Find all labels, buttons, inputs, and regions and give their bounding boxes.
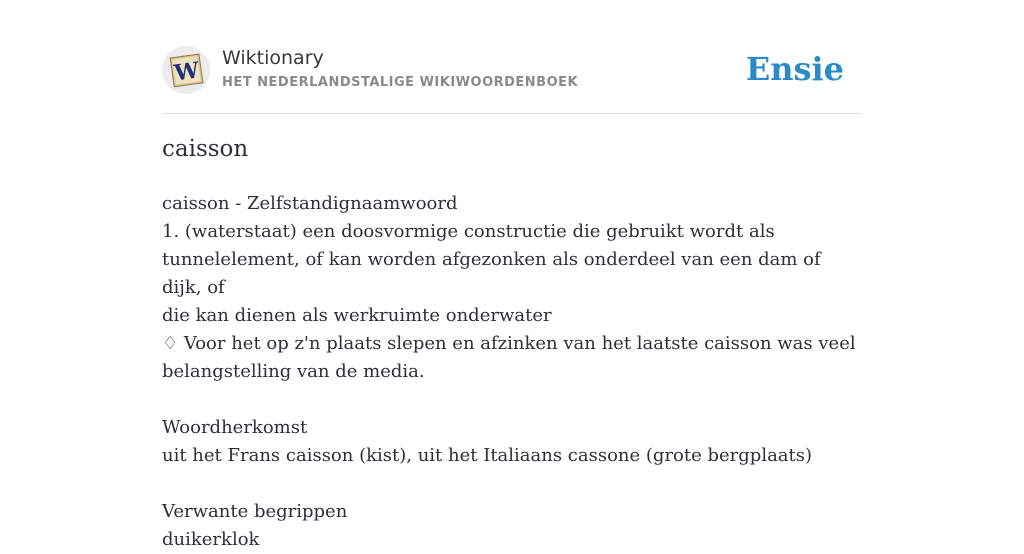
source-name[interactable]: Wiktionary	[222, 47, 324, 69]
entry-line-example: ♢ Voor het op z'n plaats slepen en afzinken van het laatste caisson was veel	[162, 333, 856, 354]
entry-line-related-term: duikerklok	[162, 529, 260, 550]
entry-line-definition: tunnelelement, of kan worden afgezonken als onderdeel van een dam of dijk, of	[162, 249, 821, 298]
entry-line-blank	[162, 386, 862, 414]
source-tagline: HET NEDERLANDSTALIGE WIKIWOORDENBOEK	[222, 75, 579, 90]
site-header	[162, 44, 862, 114]
entry-line-definition: 1. (waterstaat) een doosvormige constructie die gebruikt wordt als	[162, 221, 775, 242]
entry-line-word-class: caisson - Zelfstandignaamwoord	[162, 193, 458, 214]
entry-line-definition: die kan dienen als werkruimte onderwater	[162, 305, 552, 326]
logo-letter: W	[172, 57, 201, 87]
entry-title: caisson	[162, 136, 249, 162]
entry-line-example: belangstelling van de media.	[162, 361, 425, 382]
wiktionary-logo-icon[interactable]	[162, 46, 210, 94]
entry-line-blank	[162, 470, 862, 498]
ensie-brand-logo[interactable]: Ensie	[745, 50, 844, 88]
entry-content	[162, 190, 862, 554]
entry-line-etymology-heading: Woordherkomst	[162, 417, 308, 438]
entry-line-related-heading: Verwante begrippen	[162, 501, 348, 522]
entry-line-etymology: uit het Frans caisson (kist), uit het Italiaans cassone (grote bergplaats)	[162, 445, 813, 466]
